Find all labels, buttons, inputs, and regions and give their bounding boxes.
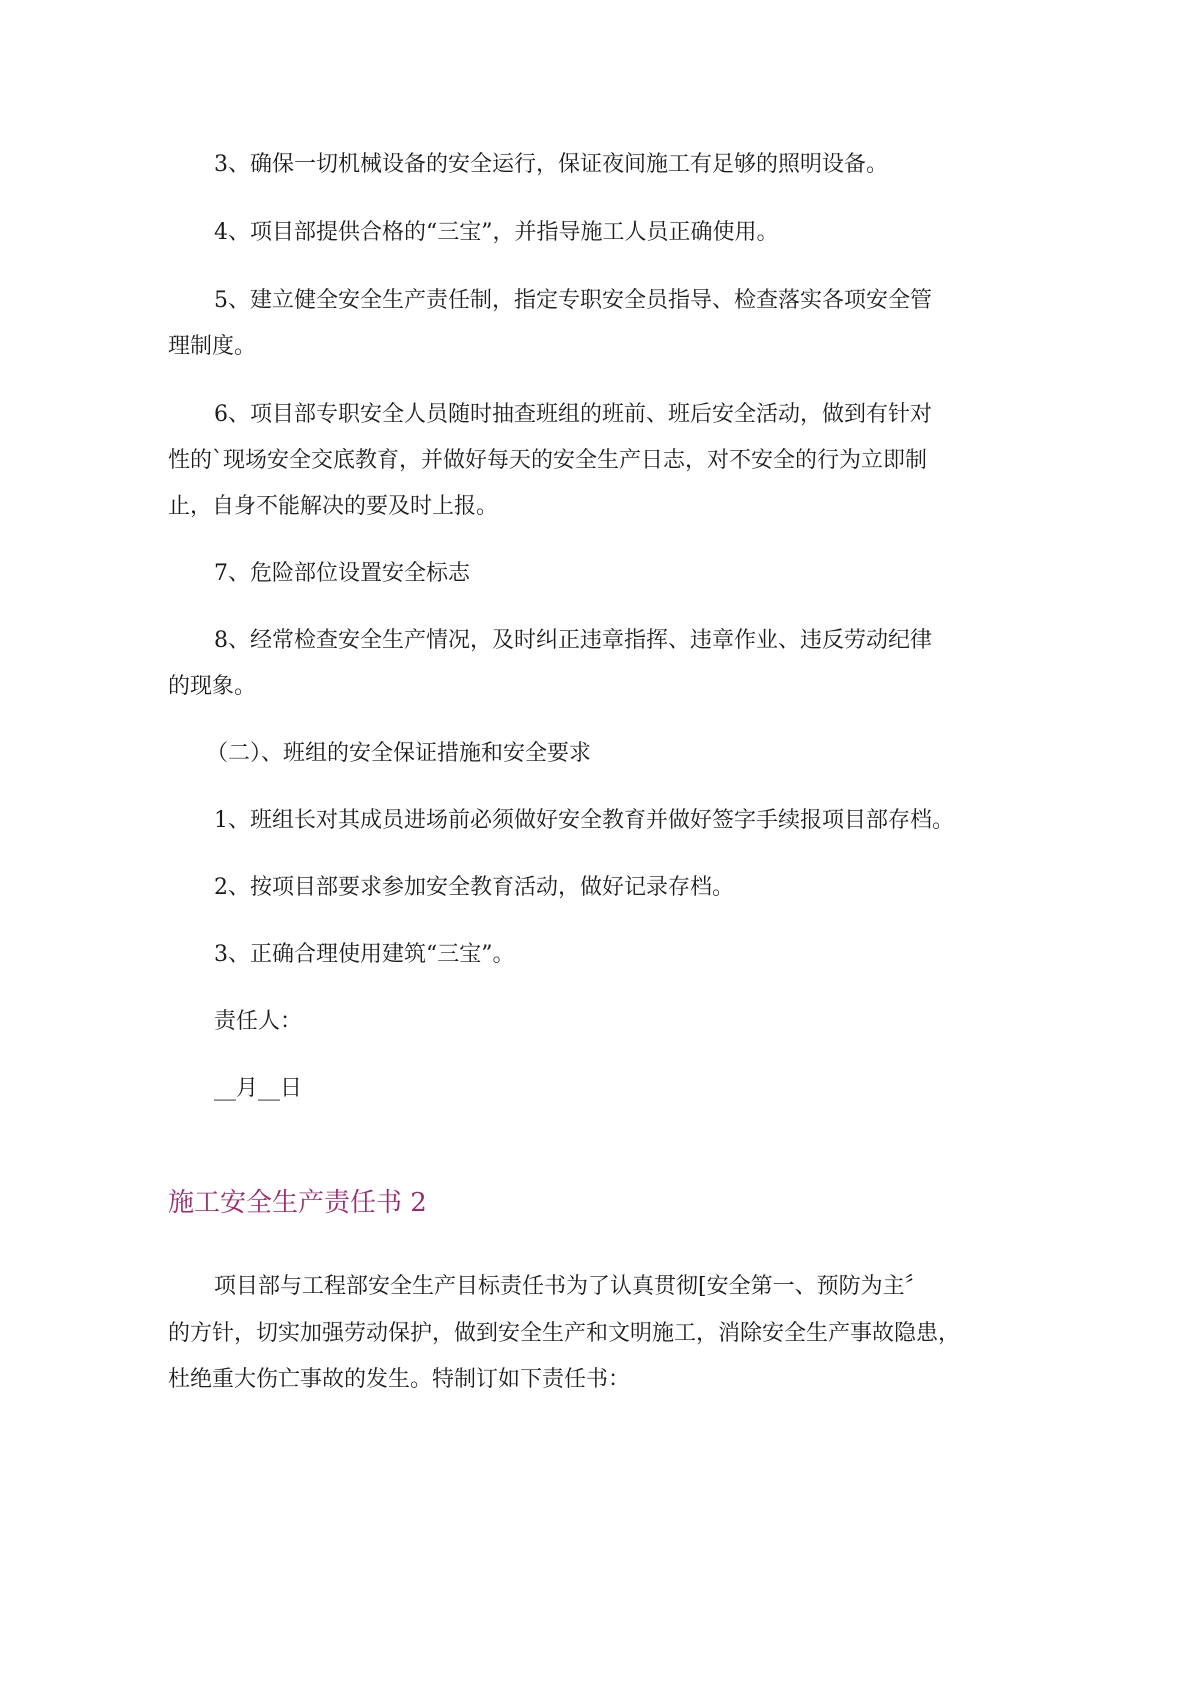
paragraph-line-team-item-3: 3、正确合理使用建筑“三宝”。	[214, 942, 515, 967]
date-placeholder: __月__日	[214, 1076, 303, 1101]
paragraph-line-item-8-check: 8、经常检查安全生产情况，及时纠正违章指挥、违章作业、违反劳动纪律	[214, 628, 932, 653]
paragraph-line-team-item-1: 1、班组长对其成员进场前必须做好安全教育并做好签字手续报项目部存档。	[214, 808, 954, 833]
section-subtitle-team-measures: （二）、班组的安全保证措施和安全要求	[206, 741, 592, 766]
paragraph-line-item-7-signs: 7、危险部位设置安全标志	[214, 561, 470, 586]
paragraph-line-section2-1: 项目部与工程部安全生产目标责任书为了认真贯彻[安全第一、预防为主〞	[214, 1274, 927, 1299]
paragraph-line-section2-3: 杜绝重大伤亡事故的发生。特制订如下责任书：	[168, 1367, 631, 1392]
paragraph-line-section2-2: 的方针，切实加强劳动保护，做到安全生产和文明施工，消除安全生产事故隐患，	[168, 1321, 961, 1346]
paragraph-line-item-6-cont-1: 性的`现场安全交底教育，并做好每天的安全生产日志，对不安全的行为立即制	[168, 448, 928, 473]
paragraph-line-item-3-machinery: 3、确保一切机械设备的安全运行，保证夜间施工有足够的照明设备。	[214, 152, 888, 177]
paragraph-line-team-item-2: 2、按项目部要求参加安全教育活动，做好记录存档。	[214, 875, 734, 900]
paragraph-line-item-6-cont-2: 止，自身不能解决的要及时上报。	[168, 494, 499, 519]
paragraph-line-item-4-three-treasures: 4、项目部提供合格的“三宝”，并指导施工人员正确使用。	[214, 220, 779, 245]
paragraph-line-item-6-inspection: 6、项目部专职安全人员随时抽查班组的班前、班后安全活动，做到有针对	[214, 402, 932, 427]
paragraph-line-item-8-cont: 的现象。	[168, 674, 257, 699]
paragraph-line-item-5-responsibility: 5、建立健全安全生产责任制，指定专职安全员指导、检查落实各项安全管	[214, 288, 932, 313]
paragraph-line-item-5-cont: 理制度。	[168, 334, 257, 359]
responsible-person-label: 责任人：	[214, 1009, 303, 1034]
section-heading: 施工安全生产责任书 2	[168, 1188, 427, 1218]
